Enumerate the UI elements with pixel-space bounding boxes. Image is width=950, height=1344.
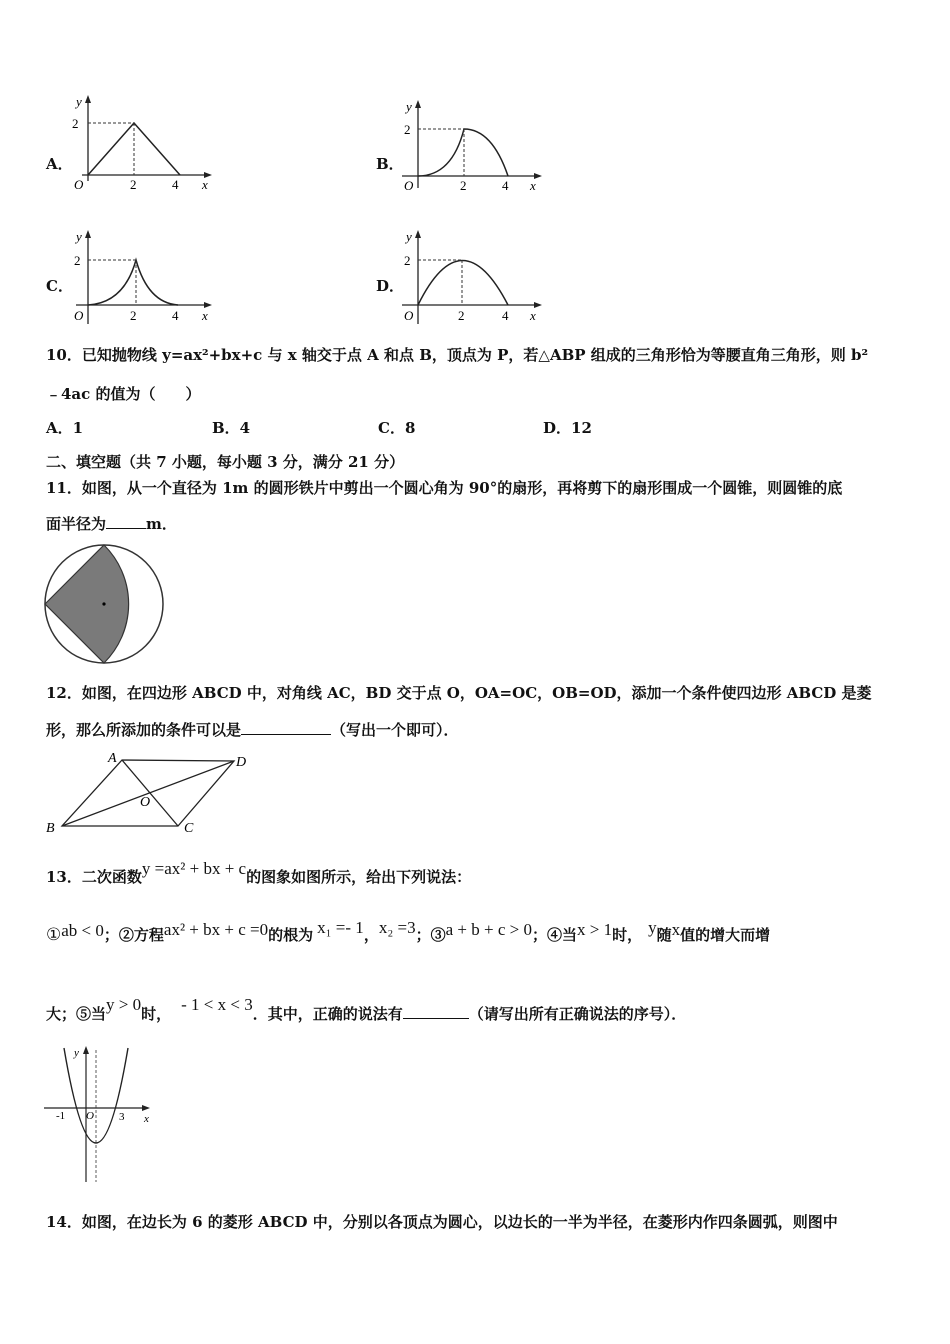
- q10-option-b: B．4: [212, 419, 251, 437]
- option-d-label: D．: [376, 277, 405, 295]
- statement-4-cond: x > 1: [576, 920, 613, 939]
- q12-stem-line2: [46, 719, 459, 740]
- q13-statements-line2: [46, 995, 687, 1024]
- statement-4-x: x: [671, 920, 681, 939]
- root-x1: x₁ =- 1: [317, 918, 364, 937]
- tick-2-x: 2: [130, 308, 137, 323]
- answer-blank: [106, 514, 146, 529]
- statement-3-expr: a + b + c > 0: [445, 920, 532, 939]
- statement-2-mid: 的根为: [268, 926, 314, 944]
- answer-blank: [241, 720, 331, 735]
- y-axis-label: y: [76, 94, 82, 109]
- q13-intro-pre: 13．二次函数: [46, 868, 142, 886]
- q13-statements-line1: [46, 918, 771, 945]
- tick-4-x: 4: [172, 177, 179, 192]
- q12-stem-line1: 12．如图，在四边形 ABCD 中，对角线 AC，BD 交于点 O，OA=OC，OB=OD，添加一个条件使四边形 ABCD 是菱: [46, 684, 872, 702]
- q11-stem-line2: [46, 513, 177, 534]
- q13-intro: [46, 859, 472, 887]
- answer-blank: [403, 1004, 469, 1019]
- x-axis-label: x: [202, 308, 208, 323]
- option-a-graph: [62, 93, 222, 193]
- y-axis-label: y: [406, 99, 412, 114]
- origin-label: O: [74, 308, 84, 323]
- vertex-d: D: [236, 755, 247, 770]
- option-b-label: B．: [376, 155, 404, 173]
- tick-3: 3: [119, 1111, 125, 1123]
- tick-2-x: 2: [458, 308, 465, 323]
- origin-label: O: [86, 1110, 94, 1122]
- q13-intro-post: 的图象如图所示，给出下列说法：: [246, 868, 472, 886]
- option-d-graph: [392, 228, 552, 328]
- q13-tail-pre: ．其中，正确的说法有: [252, 1005, 403, 1023]
- q13-function: y =ax² + bx + c: [141, 859, 247, 878]
- tick-2-y: 2: [404, 253, 411, 268]
- q14-stem-line1: 14．如图，在边长为 6 的菱形 ABCD 中，分别以各顶点为圆心，以边长的一半为半径，在菱形内作四条圆弧，则图中: [46, 1213, 838, 1231]
- statement-4-sui: 随: [656, 926, 672, 944]
- tick-2-y: 2: [404, 122, 411, 137]
- tick-2-x: 2: [130, 177, 137, 192]
- q13-tail-post: （请写出所有正确说法的序号）．: [468, 1005, 687, 1023]
- comma: ，: [363, 926, 379, 944]
- q11-stem-line1: 11．如图，从一个直径为 1m 的圆形铁片中剪出一个圆心角为 90°的扇形，再将剪下的扇形围成一个圆锥，则圆锥的底: [46, 479, 843, 497]
- statement-1-mark: ①: [46, 925, 62, 944]
- statement-4-when: 时，: [612, 926, 643, 944]
- q10-stem-line2: ﹣4ac 的值为（ ）: [46, 385, 201, 403]
- x-axis-label: x: [202, 177, 208, 192]
- origin-label: O: [74, 177, 84, 192]
- vertex-a: A: [108, 751, 117, 766]
- q12-parallelogram-figure: [42, 748, 262, 840]
- vertex-b: B: [46, 821, 55, 836]
- statement-4-y: y: [648, 918, 657, 937]
- origin-label: O: [404, 308, 414, 323]
- q10-stem-line1: 10．已知抛物线 y=ax²+bx+c 与 x 轴交于点 A 和点 B，顶点为 P，若△ABP 组成的三角形恰为等腰直角三角形，则 b²: [46, 346, 869, 364]
- statement-5-cond: y > 0: [106, 995, 142, 1014]
- statement-4-pre: ；④当: [531, 926, 577, 944]
- y-axis-label: y: [74, 1047, 79, 1059]
- statement-1-expr: ab < 0: [61, 921, 104, 940]
- q11-text-post: m．: [146, 515, 177, 533]
- vertex-c: C: [184, 821, 194, 836]
- statement-2-pre: ；②方程: [103, 926, 164, 944]
- x-axis-label: x: [530, 178, 536, 193]
- q11-text-pre: 面半径为: [46, 515, 107, 533]
- tick-2-x: 2: [460, 178, 467, 193]
- root-x2: x₂ =3: [378, 918, 416, 937]
- y-axis-label: y: [76, 229, 82, 244]
- q13-parabola-graph: [40, 1042, 160, 1186]
- x-axis-label: x: [530, 308, 536, 323]
- q10-option-c: C．8: [378, 419, 416, 437]
- statement-3-pre: ；③: [415, 926, 446, 944]
- y-axis-label: y: [406, 229, 412, 244]
- q12-text-pre: 形，那么所添加的条件可以是: [46, 721, 242, 739]
- origin-label: O: [404, 178, 414, 193]
- statement-2-expr: ax² + bx + c =0: [163, 920, 269, 939]
- tick-4-x: 4: [502, 308, 509, 323]
- statement-5-range: - 1 < x < 3: [181, 995, 253, 1014]
- tick-4-x: 4: [502, 178, 509, 193]
- statement-5-when: 时，: [141, 1005, 172, 1023]
- q10-option-a: A．1: [46, 419, 84, 437]
- option-c-graph: [62, 228, 222, 328]
- section-heading: 二、填空题（共 7 小题，每小题 3 分，满分 21 分）: [46, 453, 405, 471]
- q11-circle-sector-figure: [42, 542, 168, 666]
- option-a-label: A．: [46, 155, 73, 173]
- statement-4-da: 大；⑤当: [46, 1005, 107, 1023]
- center-o: O: [140, 795, 151, 810]
- option-b-graph: [392, 98, 552, 198]
- x-axis-label: x: [144, 1113, 149, 1125]
- tick-4-x: 4: [172, 308, 179, 323]
- q10-option-d: D．12: [543, 419, 592, 437]
- tick-2-y: 2: [72, 116, 79, 131]
- q12-text-post: （写出一个即可）．: [331, 721, 459, 739]
- tick-neg1: -1: [56, 1110, 66, 1122]
- tick-2-y: 2: [74, 253, 81, 268]
- option-c-label: C．: [46, 277, 73, 295]
- statement-4-tail: 值的增大而增: [680, 926, 771, 944]
